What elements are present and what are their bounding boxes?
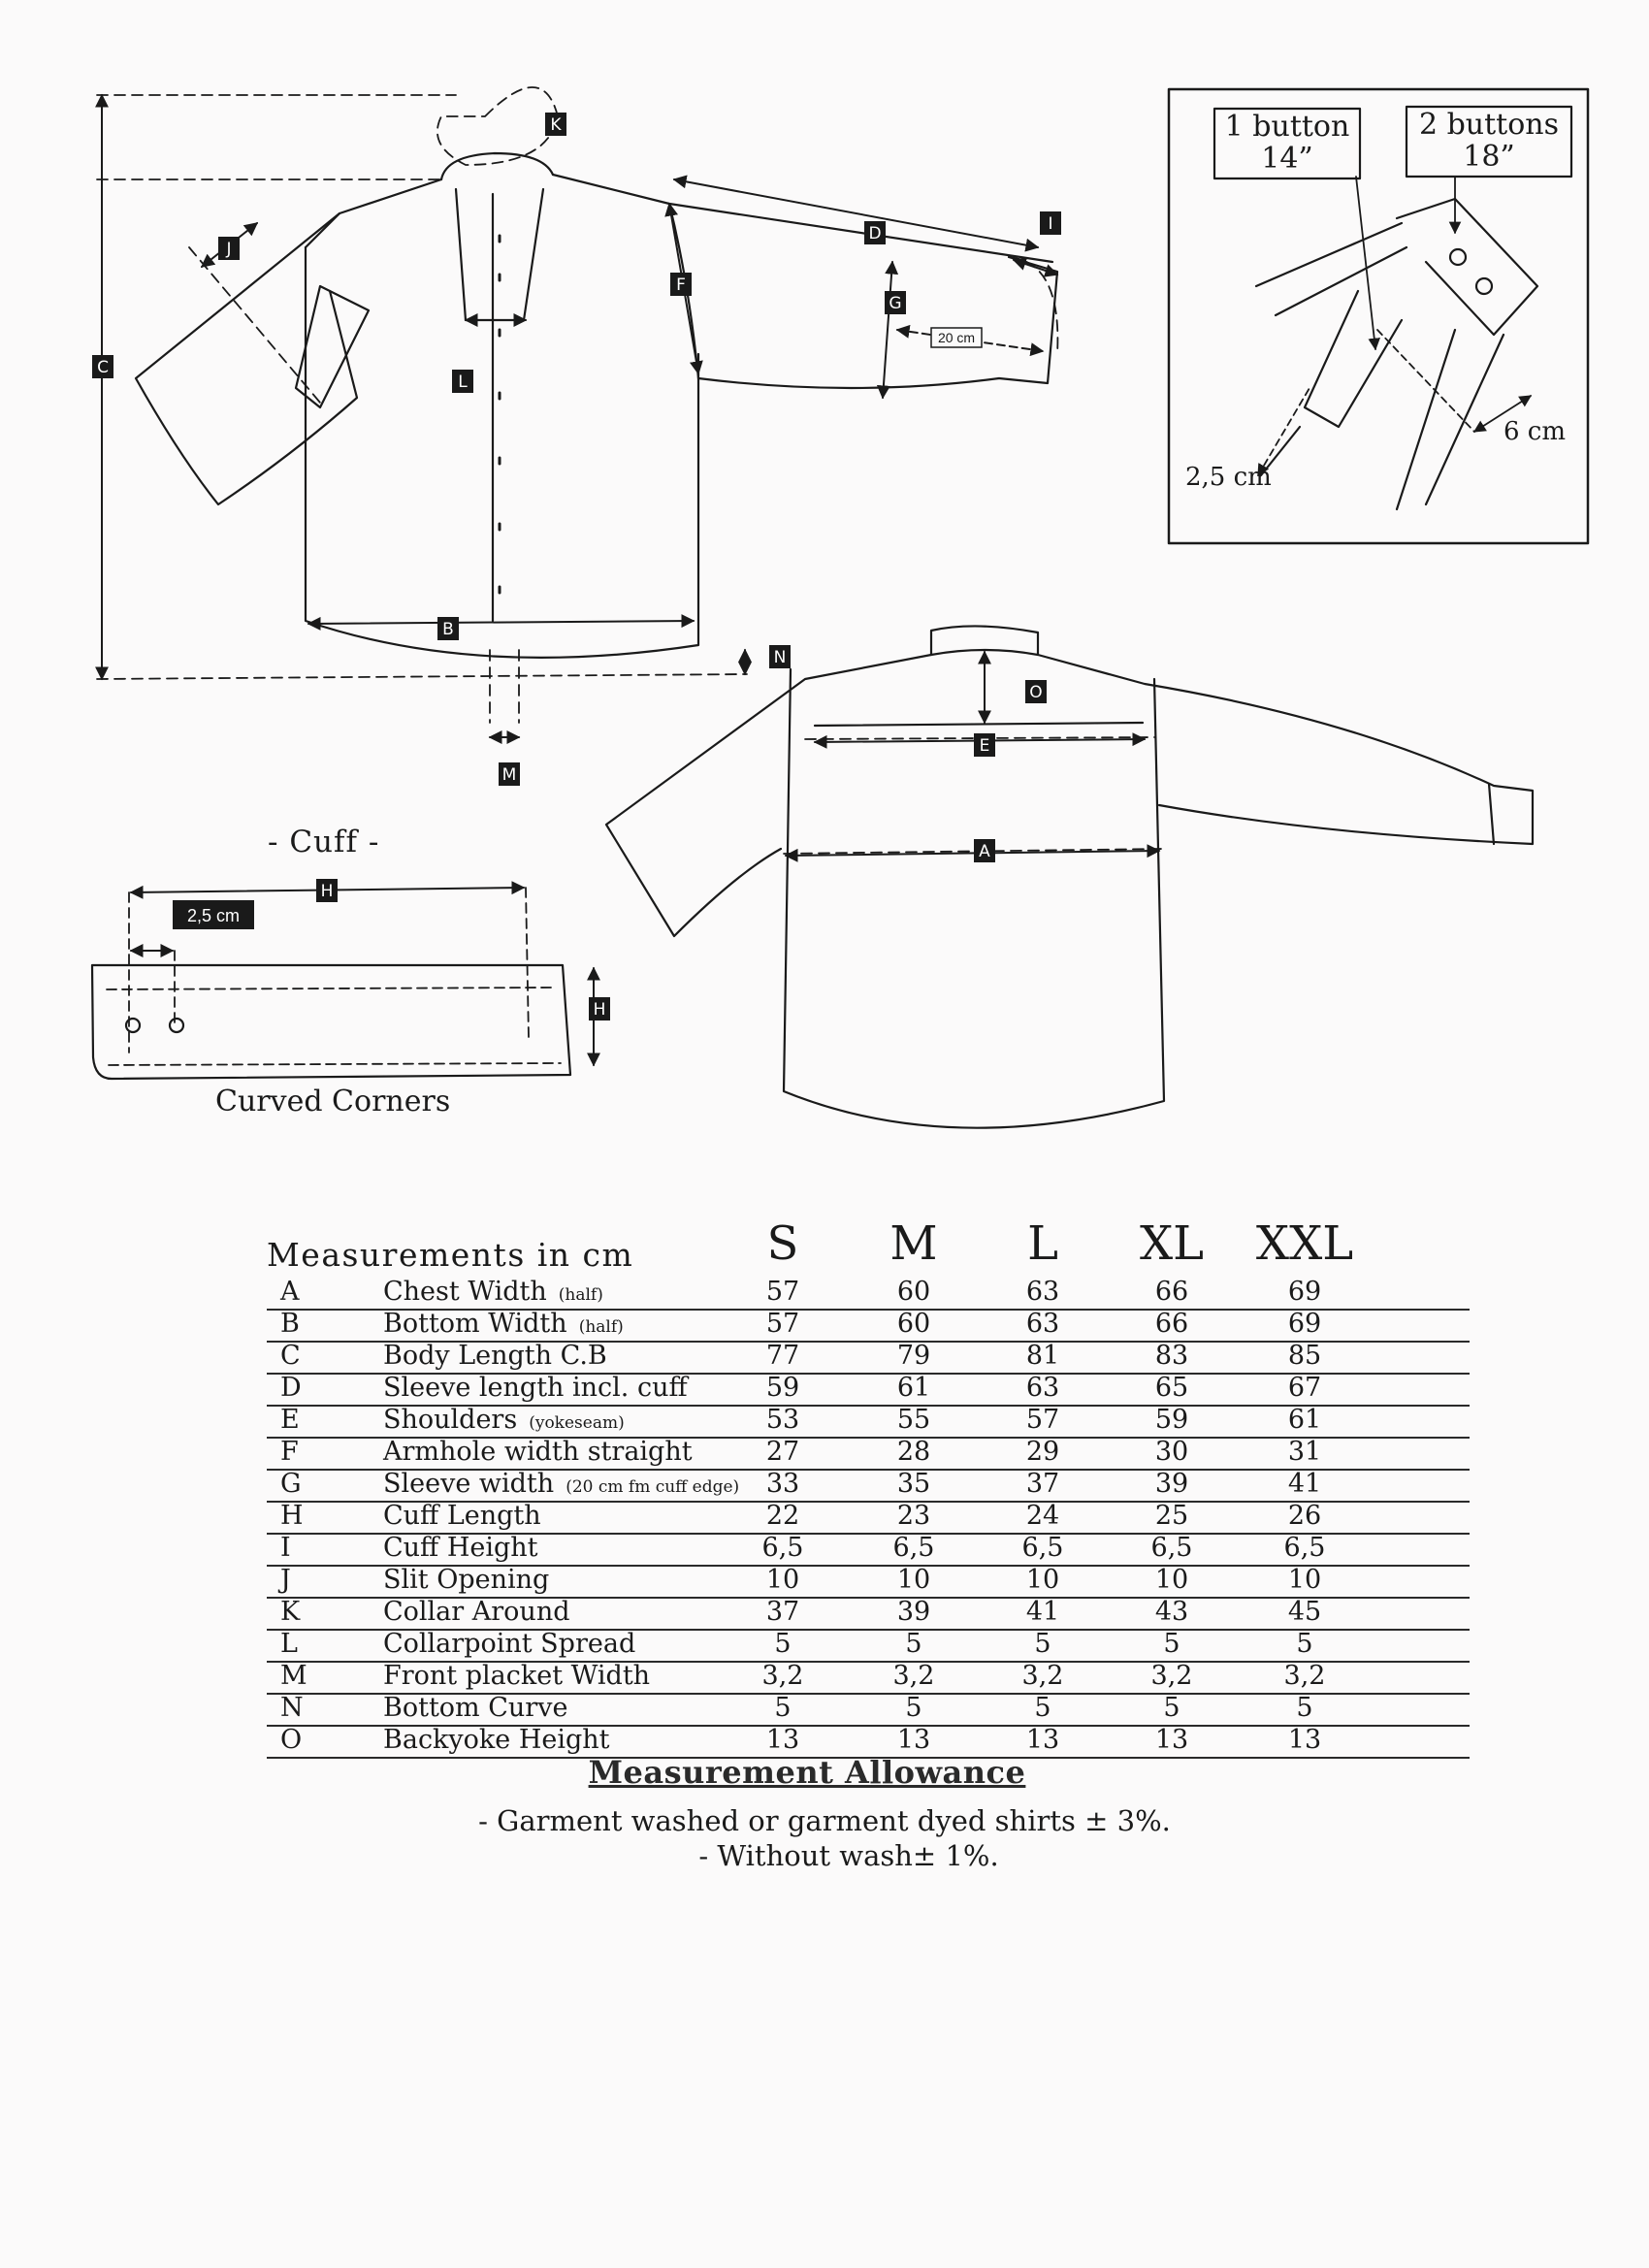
svg-text:A: A bbox=[979, 842, 990, 861]
row-code: F bbox=[280, 1437, 299, 1467]
row-code: J bbox=[280, 1565, 291, 1595]
cuff-button-icon bbox=[170, 1019, 183, 1032]
row-name bbox=[383, 1565, 549, 1595]
dimension-labels bbox=[92, 113, 1061, 1021]
cell-m: 35 bbox=[896, 1469, 931, 1499]
cell-s: 5 bbox=[774, 1693, 792, 1723]
cell-xxl: 85 bbox=[1287, 1341, 1322, 1371]
marker-i bbox=[1040, 211, 1061, 235]
table-body bbox=[267, 1279, 1470, 1759]
cell-s: 53 bbox=[765, 1405, 800, 1435]
size-header-s: S bbox=[766, 1216, 799, 1271]
marker-b bbox=[437, 617, 459, 640]
svg-text:E: E bbox=[979, 736, 990, 756]
marker-j bbox=[218, 237, 240, 260]
cell-xl: 30 bbox=[1154, 1437, 1189, 1467]
row-name-text: Backyoke Height bbox=[383, 1725, 610, 1755]
cell-xxl: 13 bbox=[1287, 1725, 1322, 1755]
row-name bbox=[383, 1341, 607, 1371]
row-note: (20 cm fm cuff edge) bbox=[566, 1477, 740, 1497]
svg-text:J: J bbox=[226, 240, 232, 259]
svg-text:F: F bbox=[676, 275, 686, 295]
row-name bbox=[383, 1629, 635, 1659]
svg-text:K: K bbox=[550, 115, 562, 135]
cell-s: 13 bbox=[765, 1725, 800, 1755]
cell-s: 3,2 bbox=[761, 1661, 804, 1691]
cell-m: 60 bbox=[896, 1309, 931, 1339]
row-name-text: Armhole width straight bbox=[383, 1437, 693, 1467]
cell-xl: 66 bbox=[1154, 1277, 1189, 1307]
table-row bbox=[267, 1535, 1470, 1567]
cell-l: 63 bbox=[1025, 1309, 1060, 1339]
table-row bbox=[267, 1311, 1470, 1343]
cell-l: 13 bbox=[1025, 1725, 1060, 1755]
cell-m: 10 bbox=[896, 1565, 931, 1595]
front-shirt-outline bbox=[136, 153, 1057, 658]
table-row bbox=[267, 1471, 1470, 1503]
dimension-arrows bbox=[102, 95, 1057, 737]
table-row bbox=[267, 1695, 1470, 1727]
measurement-allowance bbox=[0, 1754, 1649, 1872]
cell-xxl: 69 bbox=[1287, 1309, 1322, 1339]
cell-xxl: 5 bbox=[1296, 1693, 1313, 1723]
cell-s: 57 bbox=[765, 1309, 800, 1339]
cell-m: 6,5 bbox=[892, 1533, 935, 1563]
cell-l: 6,5 bbox=[1021, 1533, 1064, 1563]
cell-l: 3,2 bbox=[1021, 1661, 1064, 1691]
row-code: N bbox=[280, 1693, 304, 1723]
row-note: (yokeseam) bbox=[529, 1413, 625, 1433]
cell-xxl: 45 bbox=[1287, 1597, 1322, 1627]
cell-l: 63 bbox=[1025, 1373, 1060, 1403]
cell-xl: 5 bbox=[1163, 1693, 1180, 1723]
svg-text:I: I bbox=[1048, 214, 1053, 234]
cell-xxl: 6,5 bbox=[1283, 1533, 1326, 1563]
back-shirt-outline bbox=[606, 626, 1533, 1127]
cell-s: 59 bbox=[765, 1373, 800, 1403]
cell-l: 57 bbox=[1025, 1405, 1060, 1435]
cell-m: 79 bbox=[896, 1341, 931, 1371]
row-name-text: Sleeve length incl. cuff bbox=[383, 1373, 688, 1403]
table-row bbox=[267, 1343, 1470, 1375]
table-row bbox=[267, 1375, 1470, 1407]
row-code: D bbox=[280, 1373, 302, 1403]
cell-l: 37 bbox=[1025, 1469, 1060, 1499]
row-name bbox=[383, 1437, 693, 1467]
inset-note-left: 2,5 cm bbox=[1185, 463, 1272, 492]
cuff-title: - Cuff - bbox=[268, 825, 380, 859]
row-note: (half) bbox=[578, 1317, 624, 1337]
cell-xxl: 69 bbox=[1287, 1277, 1322, 1307]
cell-xl: 39 bbox=[1154, 1469, 1189, 1499]
size-header-xxl: XXL bbox=[1255, 1216, 1354, 1271]
back-arrows bbox=[786, 652, 1159, 856]
allowance-line-unwashed: - Without wash± 1%. bbox=[698, 1839, 999, 1872]
table-row bbox=[267, 1503, 1470, 1535]
row-name bbox=[383, 1373, 688, 1403]
table-row bbox=[267, 1407, 1470, 1439]
cell-l: 5 bbox=[1034, 1693, 1051, 1723]
svg-text:G: G bbox=[889, 294, 902, 313]
cell-s: 5 bbox=[774, 1629, 792, 1659]
cell-s: 37 bbox=[765, 1597, 800, 1627]
svg-text:L: L bbox=[458, 373, 468, 392]
cell-xxl: 61 bbox=[1287, 1405, 1322, 1435]
row-name-text: Sleeve width bbox=[383, 1469, 555, 1499]
row-name-text: Cuff Height bbox=[383, 1533, 538, 1563]
row-note: (half) bbox=[558, 1285, 603, 1305]
row-name bbox=[383, 1693, 567, 1723]
button-options bbox=[1225, 108, 1559, 176]
cell-xxl: 5 bbox=[1296, 1629, 1313, 1659]
size-header-l: L bbox=[1027, 1216, 1058, 1271]
marker-o bbox=[1025, 680, 1047, 703]
row-name-text: Cuff Length bbox=[383, 1501, 541, 1531]
row-name-text: Bottom Width bbox=[383, 1309, 567, 1339]
one-button-label: 1 button bbox=[1224, 110, 1350, 144]
cell-l: 29 bbox=[1025, 1437, 1060, 1467]
marker-a bbox=[974, 839, 995, 862]
row-name bbox=[383, 1405, 625, 1435]
cell-xxl: 3,2 bbox=[1283, 1661, 1326, 1691]
row-name-text: Shoulders bbox=[383, 1405, 518, 1435]
svg-text:M: M bbox=[501, 765, 517, 785]
cell-m: 5 bbox=[905, 1629, 922, 1659]
row-code: B bbox=[280, 1309, 300, 1339]
cell-m: 61 bbox=[896, 1373, 931, 1403]
cell-m: 23 bbox=[896, 1501, 931, 1531]
cell-xxl: 67 bbox=[1287, 1373, 1322, 1403]
row-code: E bbox=[280, 1405, 300, 1435]
cell-l: 24 bbox=[1025, 1501, 1060, 1531]
inset-note-right: 6 cm bbox=[1504, 417, 1567, 446]
cell-xxl: 31 bbox=[1287, 1437, 1322, 1467]
cell-xl: 65 bbox=[1154, 1373, 1189, 1403]
cuff-button-offset-note: 2,5 cm bbox=[186, 906, 241, 925]
cell-s: 33 bbox=[765, 1469, 800, 1499]
row-name bbox=[383, 1661, 650, 1691]
row-name bbox=[383, 1309, 624, 1339]
table-title: Measurements in cm bbox=[267, 1236, 634, 1274]
cell-xxl: 10 bbox=[1287, 1565, 1322, 1595]
sleeve-width-note: 20 cm bbox=[937, 330, 976, 345]
svg-text:H: H bbox=[593, 1000, 606, 1020]
marker-g bbox=[885, 291, 906, 314]
row-code: H bbox=[280, 1501, 304, 1531]
cell-xl: 6,5 bbox=[1150, 1533, 1193, 1563]
cell-s: 10 bbox=[765, 1565, 800, 1595]
row-code: L bbox=[280, 1629, 298, 1659]
cell-m: 60 bbox=[896, 1277, 931, 1307]
cell-l: 10 bbox=[1025, 1565, 1060, 1595]
row-code: M bbox=[280, 1661, 307, 1691]
cell-l: 41 bbox=[1025, 1597, 1060, 1627]
svg-text:O: O bbox=[1029, 683, 1043, 702]
svg-text:N: N bbox=[773, 648, 787, 667]
table-header bbox=[267, 1216, 1470, 1279]
row-code: G bbox=[280, 1469, 302, 1499]
row-name bbox=[383, 1469, 739, 1499]
row-name bbox=[383, 1277, 603, 1307]
marker-f bbox=[670, 273, 692, 296]
cell-s: 27 bbox=[765, 1437, 800, 1467]
marker-m bbox=[499, 762, 520, 786]
marker-l bbox=[452, 370, 473, 393]
cell-m: 3,2 bbox=[892, 1661, 935, 1691]
two-buttons-size: 18” bbox=[1463, 140, 1515, 174]
row-name-text: Collar Around bbox=[383, 1597, 570, 1627]
row-name-text: Bottom Curve bbox=[383, 1693, 568, 1723]
cell-xl: 5 bbox=[1163, 1629, 1180, 1659]
marker-c bbox=[92, 355, 113, 378]
table-row bbox=[267, 1663, 1470, 1695]
row-code: O bbox=[280, 1725, 303, 1755]
cell-s: 57 bbox=[765, 1277, 800, 1307]
cell-l: 81 bbox=[1025, 1341, 1060, 1371]
svg-text:H: H bbox=[320, 882, 334, 901]
cell-m: 28 bbox=[896, 1437, 931, 1467]
row-name bbox=[383, 1597, 570, 1627]
inset-sleeve-sketch bbox=[1256, 177, 1537, 509]
cell-xxl: 41 bbox=[1287, 1469, 1322, 1499]
marker-e bbox=[974, 733, 995, 757]
dimension-guides bbox=[97, 87, 1057, 723]
allowance-line-washed: - Garment washed or garment dyed shirts ± 3%. bbox=[478, 1804, 1171, 1837]
row-name bbox=[383, 1501, 541, 1531]
table-row bbox=[267, 1279, 1470, 1311]
table-row bbox=[267, 1599, 1470, 1631]
cuff-caption: Curved Corners bbox=[215, 1085, 451, 1118]
cell-s: 22 bbox=[765, 1501, 800, 1531]
row-code: I bbox=[280, 1533, 291, 1563]
allowance-title: Measurement Allowance bbox=[588, 1754, 1026, 1791]
one-button-size: 14” bbox=[1261, 142, 1313, 176]
row-code: K bbox=[280, 1597, 301, 1627]
cell-m: 55 bbox=[896, 1405, 931, 1435]
row-name-text: Body Length C.B bbox=[383, 1341, 607, 1371]
row-name-text: Slit Opening bbox=[383, 1565, 550, 1595]
table-row bbox=[267, 1567, 1470, 1599]
cuff-detail-outline bbox=[92, 965, 570, 1079]
cell-m: 5 bbox=[905, 1693, 922, 1723]
cell-l: 63 bbox=[1025, 1277, 1060, 1307]
cell-xl: 83 bbox=[1154, 1341, 1189, 1371]
marker-h bbox=[316, 879, 338, 902]
size-header-m: M bbox=[889, 1216, 938, 1271]
measurement-table bbox=[267, 1216, 1470, 1759]
marker-n bbox=[769, 645, 791, 668]
size-header-xl: XL bbox=[1139, 1216, 1205, 1271]
svg-text:B: B bbox=[442, 620, 454, 639]
cell-xl: 59 bbox=[1154, 1405, 1189, 1435]
table-row bbox=[267, 1439, 1470, 1471]
cell-xl: 13 bbox=[1154, 1725, 1189, 1755]
row-code: C bbox=[280, 1341, 301, 1371]
two-buttons-label: 2 buttons bbox=[1418, 108, 1560, 142]
cell-xl: 25 bbox=[1154, 1501, 1189, 1531]
table-row bbox=[267, 1631, 1470, 1663]
marker-k bbox=[545, 113, 566, 136]
row-name bbox=[383, 1725, 610, 1755]
row-code: A bbox=[280, 1277, 300, 1307]
svg-text:D: D bbox=[868, 224, 882, 243]
cell-xl: 66 bbox=[1154, 1309, 1189, 1339]
cell-xl: 43 bbox=[1154, 1597, 1189, 1627]
cell-m: 13 bbox=[896, 1725, 931, 1755]
marker-h bbox=[589, 997, 610, 1021]
cell-xxl: 26 bbox=[1287, 1501, 1322, 1531]
cell-s: 6,5 bbox=[761, 1533, 804, 1563]
row-name-text: Collarpoint Spread bbox=[383, 1629, 636, 1659]
cell-s: 77 bbox=[765, 1341, 800, 1371]
row-name-text: Front placket Width bbox=[383, 1661, 651, 1691]
row-name bbox=[383, 1533, 538, 1563]
svg-text:C: C bbox=[97, 358, 109, 377]
cell-m: 39 bbox=[896, 1597, 931, 1627]
marker-d bbox=[864, 221, 886, 244]
cell-xl: 3,2 bbox=[1150, 1661, 1193, 1691]
cell-l: 5 bbox=[1034, 1629, 1051, 1659]
row-name-text: Chest Width bbox=[383, 1277, 547, 1307]
cell-xl: 10 bbox=[1154, 1565, 1189, 1595]
